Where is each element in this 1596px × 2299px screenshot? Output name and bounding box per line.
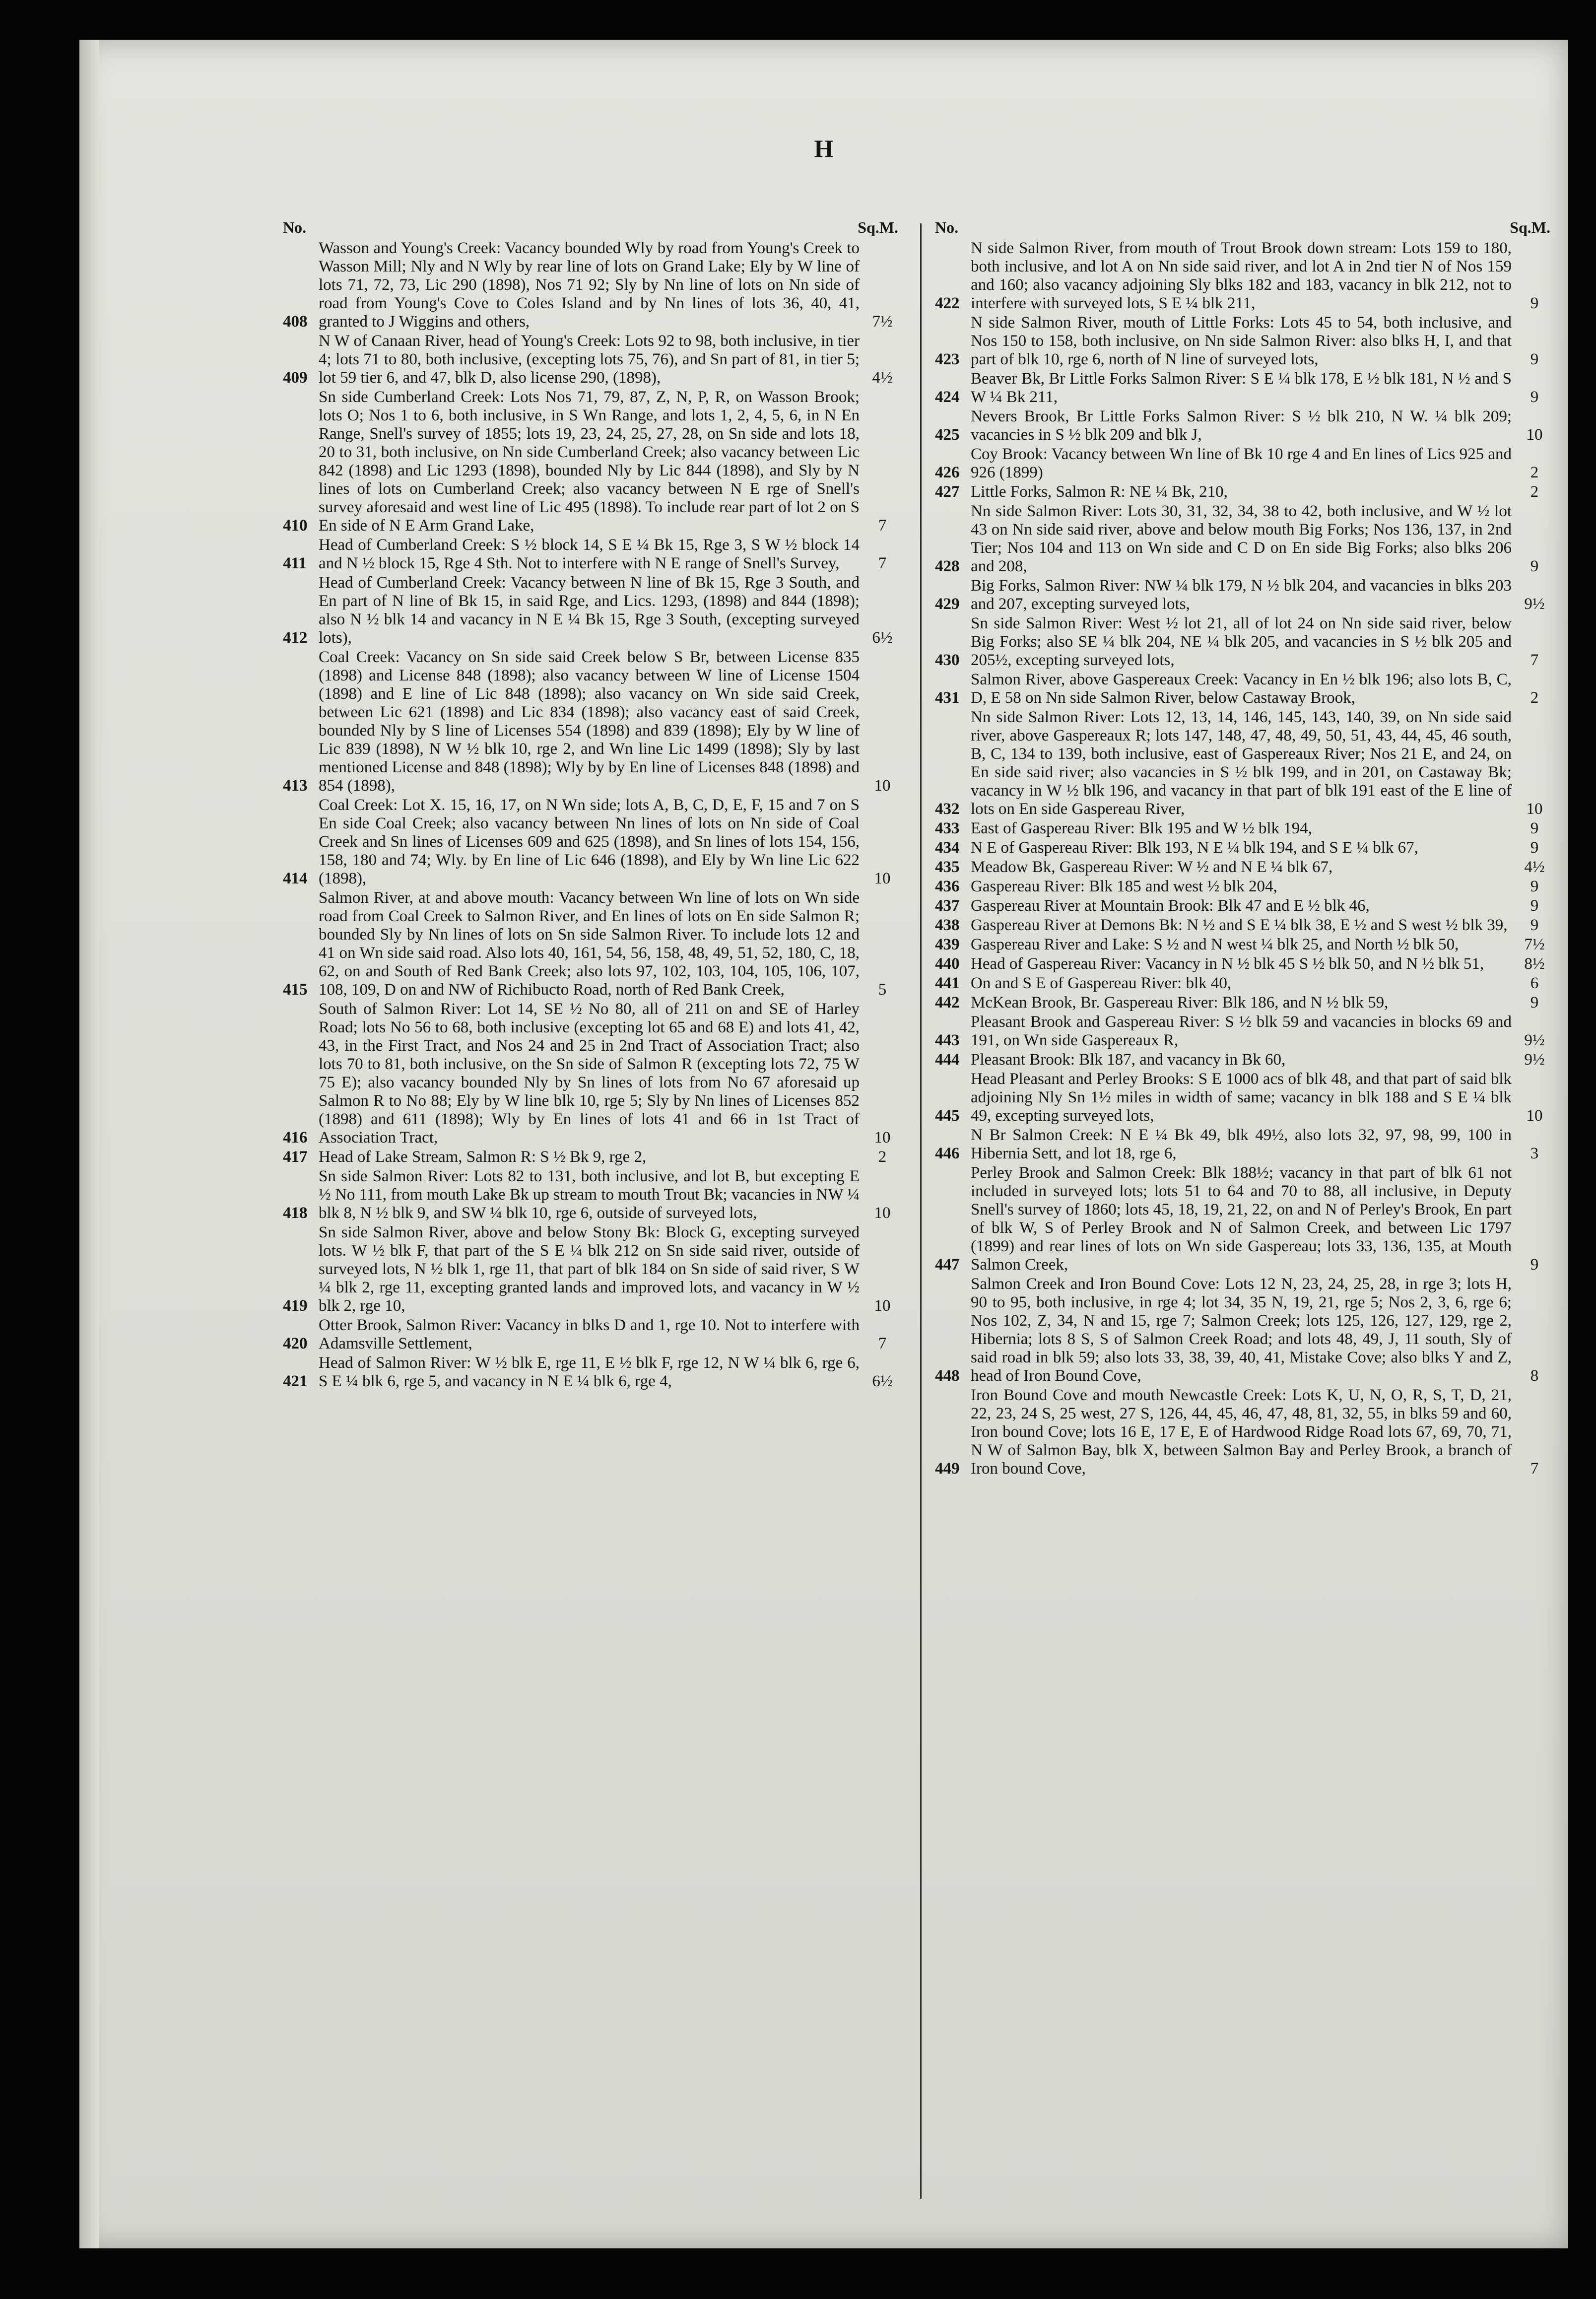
entry-description: N side Salmon River, mouth of Little Forks: Lots 45 to 54, both inclusive, and Nos 150 to 158, both inclusive, on Nn side Salmon River: also blks H, I, and that part of blk 10, rge 6, north of N line of surveyed lots,: [971, 314, 1512, 368]
entry-description: Gaspereau River and Lake: S ½ and N west ¼ blk 25, and North ½ blk 50,: [971, 936, 1459, 953]
entry-number: 414: [283, 870, 308, 887]
entry-number: 423: [935, 350, 960, 368]
entry-number: 436: [935, 878, 960, 895]
list-item: [283, 574, 898, 647]
entry-description: Beaver Bk, Br Little Forks Salmon River: S E ¼ blk 178, E ½ blk 181, N ½ and S W ¼ Bk 211,: [971, 370, 1512, 406]
list-item: [935, 614, 1550, 670]
entry-square-miles: 7: [878, 554, 887, 572]
entry-square-miles: 5: [878, 981, 887, 999]
entry-number: 446: [935, 1145, 960, 1162]
entry-square-miles: 3: [1530, 1145, 1539, 1162]
entry-description: Iron Bound Cove and mouth Newcastle Creek: Lots K, U, N, O, R, S, T, D, 21, 22, 23, 24 S, 25 west, 27 S, 126, 44, 45, 46, 47, 48, 81, 32, 55, in blks 59 and 60, Iron bound Cove; lots 16 E, 17 E, E of Hardwood Ridge Road lots 67, 69, 70, 71, N W of Salmon Bay, blk X, between Salmon Bay and Perley Brook, a branch of Iron bound Cove,: [971, 1386, 1512, 1478]
entry-number: 424: [935, 388, 960, 406]
entry-number: 431: [935, 689, 960, 707]
list-item: [283, 796, 898, 888]
entry-number: 441: [935, 974, 960, 992]
entry-description: Gaspereau River at Mountain Brook: Blk 47 and E ½ blk 46,: [971, 897, 1370, 915]
entry-square-miles: 9: [1530, 916, 1539, 934]
entry-description: East of Gaspereau River: Blk 195 and W ½ blk 194,: [971, 819, 1312, 837]
entry-square-miles: 9½: [1524, 1051, 1545, 1069]
entry-square-miles: 10: [1526, 1107, 1543, 1125]
entry-square-miles: 10: [874, 777, 891, 795]
entry-description: Nn side Salmon River: Lots 12, 13, 14, 146, 145, 143, 140, 39, on Nn side said river, above Gaspereaux R; lots 147, 148, 47, 48, 49, 50, 51, 43, 44, 45, 46 south, B, C, 134 to 139, both inclusive, east of Gaspereaux River; Nos 21 E, and 24, on En side said river; also vacancies in S ½ blk 199, and in 201, on Castaway Bk; vacancy in W ½ blk 196, and vacancy in that part of blk 191 east of the E line of lots on En side Gaspereau River,: [971, 708, 1512, 818]
entry-number: 430: [935, 651, 960, 669]
entry-description: Head of Cumberland Creek: S ½ block 14, S E ¼ Bk 15, Rge 3, S W ½ block 14 and N ½ block 15, Rge 4 Sth. Not to interfere with N E range of Snell's Survey,: [319, 536, 860, 572]
entry-description: Head of Salmon River: W ½ blk E, rge 11, E ½ blk F, rge 12, N W ¼ blk 6, rge 6, S E ¼ blk 6, rge 5, and vacancy in N E ¼ blk 6, rge 4,: [319, 1354, 860, 1390]
entry-number: 440: [935, 955, 960, 973]
entry-number: 422: [935, 294, 960, 312]
list-item: [935, 936, 1550, 954]
list-item: [935, 878, 1550, 896]
list-item: [935, 1126, 1550, 1163]
entry-square-miles: 9: [1530, 878, 1539, 895]
entry-description: Pleasant Brook: Blk 187, and vacancy in Bk 60,: [971, 1051, 1286, 1069]
entry-number: 409: [283, 369, 308, 387]
entry-square-miles: 8½: [1524, 955, 1545, 973]
list-item: [935, 502, 1550, 576]
list-item: [935, 1013, 1550, 1050]
list-item: [935, 671, 1550, 707]
entry-square-miles: 4½: [1524, 858, 1545, 876]
list-item: [283, 889, 898, 999]
entry-description: Little Forks, Salmon R: NE ¼ Bk, 210,: [971, 483, 1228, 501]
column-divider: [920, 223, 922, 2199]
entry-number: 408: [283, 313, 308, 331]
list-item: [935, 370, 1550, 406]
entry-number: 416: [283, 1129, 308, 1147]
entry-square-miles: 2: [1530, 464, 1539, 481]
entry-square-miles: 7: [878, 517, 887, 535]
list-item: [283, 1223, 898, 1315]
entry-description: South of Salmon River: Lot 14, SE ½ No 80, all of 211 on and SE of Harley Road; lots No 56 to 68, both inclusive (excepting lot 65 and 68 E) and lots 41, 42, 43, in the First Tract, and Nos 24 and 25 in 2nd Tract of Association Tract; also lots 70 to 81, both inclusive, on the Sn side of Salmon R (excepting lots 72, 75 W 75 E); also vacancy bounded Nly by Sn lines of lots from No 67 aforesaid up Salmon R to No 88; Ely by W line blk 10, rge 5; Sly by Nn lines of Licenses 852 (1898) and 611 (1898); Wly by En lines of lots 41 and 66 in 1st Tract of Association Tract,: [319, 1000, 860, 1147]
entry-square-miles: 7½: [1524, 936, 1545, 953]
entry-number: 410: [283, 517, 308, 535]
entry-number: 448: [935, 1367, 960, 1385]
entry-description: Gaspereau River: Blk 185 and west ½ blk 204,: [971, 878, 1277, 895]
entry-description: Gaspereau River at Demons Bk: N ½ and S E ¼ blk 38, E ½ and S west ½ blk 39,: [971, 916, 1508, 934]
entry-square-miles: 10: [874, 1204, 891, 1222]
number-header: No.: [283, 218, 307, 236]
entry-square-miles: 7: [1530, 1460, 1539, 1478]
entry-number: 433: [935, 819, 960, 837]
entry-description: Salmon River, at and above mouth: Vacancy between Wn line of lots on Wn side road from Coal Creek to Salmon River, and En lines of lots on En side Salmon R; bounded Sly by Nn lines of lots on Sn side Salmon River. To include lots 12 and 41 on Wn side said road. Also lots 40, 161, 54, 56, 158, 48, 49, 51, 52, 180, C, 18, 62, on and South of Red Bank Creek; also lots 97, 102, 103, 104, 105, 106, 107, 108, 109, D on and NW of Richibucto Road, north of Red Bank Creek,: [319, 889, 860, 999]
entry-description: Coy Brook: Vacancy between Wn line of Bk 10 rge 4 and En lines of Lics 925 and 926 (1899): [971, 445, 1512, 481]
entry-description: Pleasant Brook and Gaspereau River: S ½ blk 59 and vacancies in blocks 69 and 191, on Wn side Gaspereaux R,: [971, 1013, 1512, 1049]
entry-square-miles: 7: [878, 1335, 887, 1352]
entry-square-miles: 9: [1530, 897, 1539, 915]
entry-number: 426: [935, 464, 960, 481]
entry-square-miles: 10: [1526, 426, 1543, 444]
entry-square-miles: 9: [1530, 994, 1539, 1012]
list-item: [283, 239, 898, 331]
entry-square-miles: 10: [874, 1297, 891, 1315]
entry-number: 427: [935, 483, 960, 501]
entry-description: Big Forks, Salmon River: NW ¼ blk 179, N ½ blk 204, and vacancies in blks 203 and 207, excepting surveyed lots,: [971, 577, 1512, 613]
list-item: [935, 445, 1550, 482]
entry-number: 418: [283, 1204, 308, 1222]
entry-number: 420: [283, 1335, 308, 1352]
list-item: [283, 1167, 898, 1222]
entry-number: 445: [935, 1107, 960, 1125]
left-column: [283, 218, 898, 2229]
entry-number: 417: [283, 1148, 308, 1166]
right-column-header: [935, 218, 1550, 236]
list-item: [935, 1275, 1550, 1385]
entry-description: Salmon River, above Gaspereaux Creek: Vacancy in En ½ blk 196; also lots B, C, D, E 58 on Nn side Salmon River, below Castaway Brook,: [971, 671, 1512, 707]
right-column: [935, 218, 1550, 2229]
left-entry-list: [283, 239, 898, 1391]
square-miles-header: Sq.M.: [858, 218, 898, 236]
list-item: [935, 314, 1550, 369]
list-item: [935, 819, 1550, 838]
list-item: [935, 839, 1550, 857]
entry-square-miles: 6: [1530, 974, 1539, 992]
entry-description: N E of Gaspereau River: Blk 193, N E ¼ blk 194, and S E ¼ blk 67,: [971, 839, 1418, 857]
list-item: [283, 1354, 898, 1391]
entry-square-miles: 2: [1530, 483, 1539, 501]
entry-description: Otter Brook, Salmon River: Vacancy in blks D and 1, rge 10. Not to interfere with Adamsville Settlement,: [319, 1316, 860, 1352]
entry-square-miles: 7: [1530, 651, 1539, 669]
entry-description: Perley Brook and Salmon Creek: Blk 188½; vacancy in that part of blk 61 not included in surveyed lots; lots 51 to 64 and 70 to 88, all inclusive, in Deputy Snell's survey of 1860; lots 45, 18, 19, 21, 22, on and N of Perley's Brook, En part of blk W, S of Perley Brook and N of Salmon Creek, and between Lic 1797 (1899) and rear lines of lots on Wn side Gaspereau; lots 33, 136, 135, at Mouth Salmon Creek,: [971, 1164, 1512, 1274]
entry-description: Sn side Cumberland Creek: Lots Nos 71, 79, 87, Z, N, P, R, on Wasson Brook; lots O; Nos 1 to 6, both inclusive, in S Wn Range, and lots 1, 2, 4, 5, 6, in N En Range, Snell's survey of 1855; lots 19, 23, 24, 25, 27, 28, on Sn side and lots 18, 20 to 31, both inclusive, on Nn side Cumberland Creek; also vacancy between Lic 842 (1898) and Lic 1293 (1898), bounded Nly by Lic 844 (1898), and Sly by N lines of lots on Cumberland Creek; also vacancy between N E rge of Snell's survey aforesaid and west line of Lic 495 (1898). To include rear part of lot 2 on S En side of N E Arm Grand Lake,: [319, 388, 860, 535]
list-item: [935, 916, 1550, 935]
entry-square-miles: 9½: [1524, 1031, 1545, 1049]
entry-number: 447: [935, 1256, 960, 1274]
list-item: [935, 955, 1550, 973]
entry-description: Salmon Creek and Iron Bound Cove: Lots 12 N, 23, 24, 25, 28, in rge 3; lots H, 90 to 95, both inclusive, in rge 4; lot 34, 35 N, 19, 21, rge 5; Nos 2, 3, 6, rge 6; Nos 102, Z, 34, N and 15, rge 7; Salmon Creek; lots 125, 126, 127, 129, rge 2, Hibernia; lots 8 S, S of Salmon Creek Road; and lots 48, 49, J, 11 south, Sly of said road in blk 59; also lots 33, 38, 39, 40, 41, Mistake Cove; also blks Y and Z, head of Iron Bound Cove,: [971, 1275, 1512, 1385]
entry-description: Head of Lake Stream, Salmon R: S ½ Bk 9, rge 2,: [319, 1148, 647, 1166]
list-item: [935, 577, 1550, 613]
entry-square-miles: 8: [1530, 1367, 1539, 1385]
list-item: [935, 1070, 1550, 1125]
entry-description: Coal Creek: Lot X. 15, 16, 17, on N Wn side; lots A, B, C, D, E, F, 15 and 7 on S En side Coal Creek; also vacancy between Nn lines of lots on Nn side of Coal Creek and Sn lines of Licenses 609 and 625 (1898), and Sn lines of lots 154, 156, 158, 180 and 74; Wly. by En line of Lic 646 (1898), and Ely by Wn line Lic 622 (1898),: [319, 796, 860, 887]
entry-description: N side Salmon River, from mouth of Trout Brook down stream: Lots 159 to 180, both inclusive, and lot A on Nn side said river, and lot A in 2nd tier N of Nos 159 and 160; also vacancy adjoining Sly blks 182 and 183, vacancy in blk 212, not to interfere with surveyed lots, S E ¼ blk 211,: [971, 239, 1512, 312]
left-column-header: [283, 218, 898, 236]
entry-description: Head of Cumberland Creek: Vacancy between N line of Bk 15, Rge 3 South, and En part of N line of Bk 15, in said Rge, and Lics. 1293, (1898) and 844 (1898); also N ½ blk 14 and vacancy in N E ¼ Bk 15, Rge 3 South, (excepting surveyed lots),: [319, 574, 860, 647]
entry-description: Head Pleasant and Perley Brooks: S E 1000 acs of blk 48, and that part of said blk adjoining Nly Sn 1½ miles in width of same; vacancy in blk 188 and S E ¼ blk 49, excepting surveyed lots,: [971, 1070, 1512, 1125]
list-item: [935, 483, 1550, 501]
entry-description: Sn side Salmon River: Lots 82 to 131, both inclusive, and lot B, but excepting E ½ No 111, from mouth Lake Bk up stream to mouth Trout Bk; vacancies in NW ¼ blk 8, N ½ blk 9, and SW ¼ blk 10, rge 6, outside of surveyed lots,: [319, 1167, 860, 1222]
document-page: [79, 40, 1568, 2248]
list-item: [935, 1051, 1550, 1069]
list-item: [935, 994, 1550, 1012]
list-item: [283, 1316, 898, 1353]
square-miles-header: Sq.M.: [1510, 218, 1550, 236]
entry-description: Nevers Brook, Br Little Forks Salmon River: S ½ blk 210, N W. ¼ blk 209; vacancies in S ½ blk 209 and blk J,: [971, 407, 1512, 444]
entry-square-miles: 9: [1530, 819, 1539, 837]
list-item: [935, 1386, 1550, 1478]
number-header: No.: [935, 218, 959, 236]
entry-number: 429: [935, 595, 960, 613]
list-item: [283, 388, 898, 535]
entry-number: 419: [283, 1297, 308, 1315]
entry-number: 437: [935, 897, 960, 915]
entry-description: Sn side Salmon River: West ½ lot 21, all of lot 24 on Nn side said river, below Big Forks; also SE ¼ blk 204, NE ¼ blk 205, and vacancies in S ½ blk 205 and 205½, excepting surveyed lots,: [971, 614, 1512, 669]
list-item: [935, 974, 1550, 993]
entry-number: 411: [283, 554, 307, 572]
entry-description: Meadow Bk, Gaspereau River: W ½ and N E ¼ blk 67,: [971, 858, 1333, 876]
list-item: [935, 708, 1550, 818]
list-item: [935, 407, 1550, 444]
right-entry-list: [935, 239, 1550, 1478]
entry-description: McKean Brook, Br. Gaspereau River: Blk 186, and N ½ blk 59,: [971, 994, 1389, 1012]
list-item: [283, 536, 898, 573]
entry-square-miles: 9: [1530, 294, 1539, 312]
entry-number: 428: [935, 557, 960, 575]
entry-square-miles: 2: [878, 1148, 887, 1166]
entry-number: 443: [935, 1031, 960, 1049]
entry-number: 425: [935, 426, 960, 444]
list-item: [283, 1000, 898, 1147]
page-letter: H: [814, 135, 834, 162]
entry-square-miles: 10: [1526, 800, 1543, 818]
list-item: [283, 1148, 898, 1166]
entry-number: 435: [935, 858, 960, 876]
entry-number: 438: [935, 916, 960, 934]
entry-square-miles: 10: [874, 870, 891, 887]
entry-description: Head of Gaspereau River: Vacancy in N ½ blk 45 S ½ blk 50, and N ½ blk 51,: [971, 955, 1484, 973]
entry-square-miles: 4½: [872, 369, 893, 387]
entry-square-miles: 6½: [872, 629, 893, 647]
list-item: [283, 648, 898, 795]
entry-square-miles: 9: [1530, 839, 1539, 857]
entry-square-miles: 7½: [872, 313, 893, 331]
entry-number: 412: [283, 629, 308, 647]
entry-description: Nn side Salmon River: Lots 30, 31, 32, 34, 38 to 42, both inclusive, and W ½ lot 43 on Nn side said river, above and below mouth Big Forks; Nos 136, 137, in 2nd Tier; Nos 104 and 113 on Wn side and C D on En side Big Forks; also blks 206 and 208,: [971, 502, 1512, 575]
entry-number: 415: [283, 981, 308, 999]
list-item: [283, 332, 898, 387]
entry-square-miles: 9½: [1524, 595, 1545, 613]
list-item: [935, 858, 1550, 877]
entry-number: 444: [935, 1051, 960, 1069]
entry-number: 421: [283, 1372, 308, 1390]
entry-number: 439: [935, 936, 960, 953]
entry-description: Coal Creek: Vacancy on Sn side said Creek below S Br, between License 835 (1898) and License 848 (1898); also vacancy between W line of License 1504 (1898) and E line of Lic 848 (1898); also vacancy on Wn side said Creek, between Lic 621 (1898) and Lic 834 (1898); also vacancy east of said Creek, bounded Nly by S line of Licenses 554 (1898) and 839 (1898); Ely by W line of Lic 839 (1898), N W ½ blk 10, rge 2, and Wn line Lic 1499 (1898); Sly by last mentioned License and 848 (1898); Wly by by En line of Licenses 848 (1898) and 854 (1898),: [319, 648, 860, 795]
entry-description: On and S E of Gaspereau River: blk 40,: [971, 974, 1232, 992]
page-binding-edge: [79, 40, 99, 2248]
list-item: [935, 897, 1550, 915]
entry-description: N W of Canaan River, head of Young's Creek: Lots 92 to 98, both inclusive, in tier 4; lots 71 to 80, both inclusive, (excepting lots 75, 76), and Sn part of 81, in tier 5; lot 59 tier 6, and 47, blk D, also license 290, (1898),: [319, 332, 860, 387]
entry-number: 434: [935, 839, 960, 857]
entry-square-miles: 9: [1530, 557, 1539, 575]
entry-number: 442: [935, 994, 960, 1012]
entry-square-miles: 10: [874, 1129, 891, 1147]
entry-number: 432: [935, 800, 960, 818]
entry-description: Sn side Salmon River, above and below Stony Bk: Block G, excepting surveyed lots. W ½ blk F, that part of the S E ¼ blk 212 on Sn side said river, outside of surveyed lots, N ½ blk 1, rge 11, that part of blk 184 on Sn side of said river, S W ¼ blk 2, rge 11, excepting granted lands and improved lots, and vacancy in W ½ blk 2, rge 10,: [319, 1223, 860, 1315]
entry-square-miles: 2: [1530, 689, 1539, 707]
entry-square-miles: 9: [1530, 388, 1539, 406]
entry-number: 413: [283, 777, 308, 795]
entry-description: Wasson and Young's Creek: Vacancy bounded Wly by road from Young's Creek to Wasson Mill; Nly and N Wly by rear line of lots on Grand Lake; Ely by W line of lots 71, 72, 73, Lic 290 (1898), Nos 71 92; Sly by Nn line of lots on Nn side of road from Young's Cove to Coles Island and by Nn lines of lots 36, 40, 41, granted to J Wiggins and others,: [319, 239, 860, 331]
list-item: [935, 239, 1550, 313]
entry-number: 449: [935, 1460, 960, 1478]
entry-square-miles: 6½: [872, 1372, 893, 1390]
list-item: [935, 1164, 1550, 1274]
entry-square-miles: 9: [1530, 350, 1539, 368]
entry-square-miles: 9: [1530, 1256, 1539, 1274]
entry-description: N Br Salmon Creek: N E ¼ Bk 49, blk 49½, also lots 32, 97, 98, 99, 100 in Hibernia Sett, and lot 18, rge 6,: [971, 1126, 1512, 1162]
